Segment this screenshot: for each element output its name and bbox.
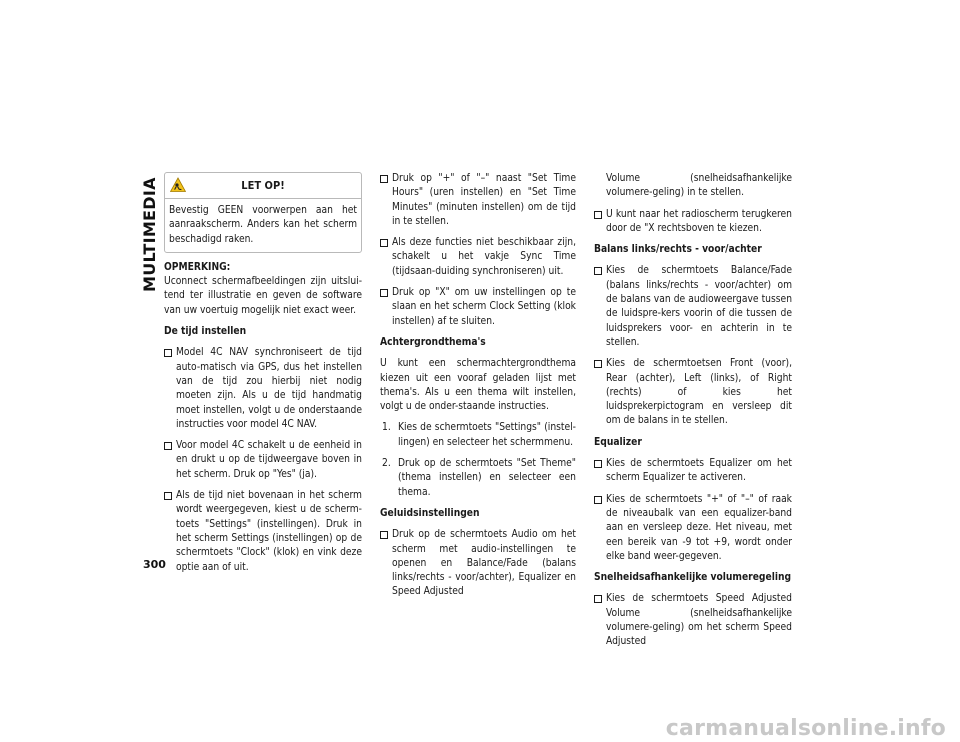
list-item: Druk op "+" of "–" naast "Set Time Hours" (uren instellen) en "Set Time Minutes" (minuten instellen) om de tijd in te stellen.	[380, 172, 576, 229]
heading-time-setting: De tijd instellen	[164, 326, 247, 338]
square-bullet-icon	[380, 239, 388, 247]
square-bullet-icon	[164, 492, 172, 500]
list-item: Druk op de schermtoets Audio om het scherm met audio-instellingen te openen en Balance/Fade (balans links/rechts - voor/achter), Equalizer en Speed Adjusted	[380, 528, 576, 599]
square-bullet-icon	[594, 595, 602, 603]
note-title: OPMERKING:	[164, 261, 231, 273]
square-bullet-icon	[594, 211, 602, 219]
warning-icon	[170, 177, 186, 193]
caution-title: LET OP!	[241, 179, 285, 192]
heading-speed-volume: Snelheidsafhankelijke volumeregeling	[594, 572, 792, 584]
column-2	[380, 172, 576, 607]
square-bullet-icon	[594, 360, 602, 368]
list-item: Als deze functies niet beschikbaar zijn, schakelt u het vakje Sync Time (tijdsaan-duiding synchroniseren) uit.	[380, 236, 576, 279]
list-item: U kunt naar het radioscherm terugkeren door de "X rechtsboven te kiezen.	[594, 208, 792, 237]
note-text: Uconnect schermafbeeldingen zijn uitslui-tend ter illustratie en geven de software van uw voertuig mogelijk niet exact weer.	[164, 276, 362, 316]
list-item: Kies de schermtoets Speed Adjusted Volume (snelheidsafhankelijke volumere-geling) om het scherm Speed Adjusted	[594, 592, 792, 649]
heading-balance: Balans links/rechts - voor/achter	[594, 244, 762, 256]
square-bullet-icon	[380, 531, 388, 539]
square-bullet-icon	[594, 460, 602, 468]
square-bullet-icon	[380, 175, 388, 183]
heading-themes: Achtergrondthema's	[380, 336, 486, 348]
list-item: Model 4C NAV synchroniseert de tijd auto-matisch via GPS, dus het instellen van de tijd zou hierbij niet nodig moeten zijn. Als u de tijd handmatig moet instellen, volgt u de onderstaande instructies voor model 4C NAV.	[164, 346, 362, 432]
list-item: Druk op "X" om uw instellingen op te slaan en het scherm Clock Setting (klok instellen) af te sluiten.	[380, 286, 576, 329]
heading-equalizer: Equalizer	[594, 436, 642, 448]
list-item: 1. Kies de schermtoets "Settings" (instel-lingen) en selecteer het schermmenu.	[382, 422, 576, 448]
heading-audio: Geluidsinstellingen	[380, 507, 480, 519]
square-bullet-icon	[380, 289, 388, 297]
square-bullet-icon	[164, 442, 172, 450]
themes-intro: U kunt een schermachtergrondthema kiezen uit een vooraf geladen lijst met thema's. Als u een thema wilt instellen, volgt u de onder-staande instructies.	[380, 358, 576, 413]
list-item: Kies de schermtoets Balance/Fade (balans links/rechts - voor/achter) om de balans van de audioweergave tussen de luidspre-kers voorin of die tussen de luidsprekers voor- en achterin in te stellen.	[594, 264, 792, 350]
section-label: MULTIMEDIA	[140, 177, 159, 292]
column-1	[164, 172, 362, 582]
watermark: carmanualsonline.info	[665, 715, 946, 741]
caution-box	[164, 172, 362, 253]
caution-header	[165, 173, 361, 199]
square-bullet-icon	[164, 349, 172, 357]
list-item: Voor model 4C schakelt u de eenheid in en drukt u op de tijdweergave boven in het scherm. Druk op "Yes" (ja).	[164, 439, 362, 482]
list-item: 2. Druk op de schermtoets "Set Theme" (thema instellen) en selecteer een thema.	[382, 458, 576, 498]
list-item-continued: Volume (snelheidsafhankelijke volumere-geling) in te stellen.	[606, 173, 792, 199]
square-bullet-icon	[594, 267, 602, 275]
square-bullet-icon	[594, 496, 602, 504]
column-3	[594, 172, 792, 657]
list-item: Kies de schermtoets "+" of "–" of raak de niveaubalk van een equalizer-band aan en versleep deze. Het niveau, met een bereik van -9 tot +9, wordt onder elke band weer-gegeven.	[594, 493, 792, 564]
list-item: Kies de schermtoetsen Front (voor), Rear (achter), Left (links), of Right (rechts) of kies het luidsprekerpictogram en versleep dit om de balans in te stellen.	[594, 357, 792, 428]
caution-text: Bevestig GEEN voorwerpen aan het aanraakscherm. Anders kan het scherm beschadigd raken.	[169, 205, 357, 245]
page-number: 300	[143, 558, 166, 571]
list-item: Kies de schermtoets Equalizer om het scherm Equalizer te activeren.	[594, 457, 792, 486]
list-item: Als de tijd niet bovenaan in het scherm wordt weergegeven, kiest u de scherm-toets "Settings" (instellingen). Druk in het scherm Settings (instellingen) op de schermtoets "Clock" (klok) en vink deze optie aan of uit.	[164, 489, 362, 575]
